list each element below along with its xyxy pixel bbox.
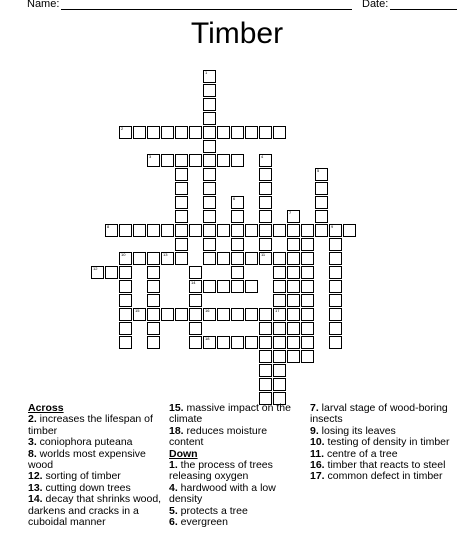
clue-item-text: protects a tree (177, 504, 248, 517)
crossword-cell[interactable] (133, 308, 146, 321)
crossword-cell[interactable] (245, 252, 258, 265)
crossword-cell[interactable] (245, 308, 258, 321)
crossword-cell[interactable] (133, 126, 146, 139)
crossword-cell[interactable] (259, 336, 272, 349)
crossword-cell[interactable] (105, 224, 118, 237)
crossword-cell[interactable] (119, 294, 132, 307)
crossword-cell[interactable] (259, 126, 272, 139)
crossword-cell[interactable] (119, 252, 132, 265)
clue-number: 5 (317, 168, 320, 173)
clue-item (169, 517, 304, 528)
crossword-cell[interactable] (217, 336, 230, 349)
crossword-cell[interactable] (329, 266, 342, 279)
crossword-cell[interactable] (273, 336, 286, 349)
crossword-cell[interactable] (119, 280, 132, 293)
crossword-cell[interactable] (329, 252, 342, 265)
crossword-cell[interactable] (259, 210, 272, 223)
crossword-cell[interactable] (203, 140, 216, 153)
crossword-cell[interactable] (175, 252, 188, 265)
crossword-cell[interactable] (273, 364, 286, 377)
crossword-cell[interactable] (259, 238, 272, 251)
crossword-cell[interactable] (175, 126, 188, 139)
crossword-cell[interactable] (147, 280, 160, 293)
clue-item (169, 426, 304, 449)
crossword-cell[interactable] (175, 224, 188, 237)
crossword-cell[interactable] (287, 336, 300, 349)
crossword-cell[interactable] (287, 252, 300, 265)
crossword-cell[interactable] (147, 294, 160, 307)
crossword-cell[interactable] (273, 378, 286, 391)
crossword-cell[interactable] (161, 224, 174, 237)
clue-number: 16 (205, 308, 210, 313)
clue-item-text: reduces moisture content (169, 424, 268, 449)
crossword-cell[interactable] (287, 280, 300, 293)
crossword-cell[interactable] (217, 280, 230, 293)
clue-number: 9 (331, 224, 334, 229)
clue-item-text: massive impact on the climate (169, 402, 291, 426)
crossword-cell[interactable] (287, 210, 300, 223)
crossword-cell[interactable] (301, 252, 314, 265)
clue-item-number: 5. (169, 504, 178, 517)
crossword-cell[interactable] (203, 280, 216, 293)
crossword-cell[interactable] (259, 252, 272, 265)
crossword-cell[interactable] (161, 252, 174, 265)
clue-item (169, 403, 304, 426)
clue-item-text: sorting of timber (42, 470, 121, 483)
clue-number: 15 (135, 308, 140, 313)
date-label: Date: (362, 0, 389, 10)
crossword-cell[interactable] (259, 224, 272, 237)
crossword-cell[interactable] (161, 154, 174, 167)
crossword-cell[interactable] (329, 294, 342, 307)
crossword-cell[interactable] (287, 322, 300, 335)
crossword-cell[interactable] (287, 294, 300, 307)
crossword-cell[interactable] (175, 196, 188, 209)
clue-item-text: increases the lifespan of timber (28, 413, 153, 437)
clue-item-number: 2. (28, 413, 37, 426)
crossword-cell[interactable] (161, 126, 174, 139)
crossword-cell[interactable] (189, 280, 202, 293)
clue-item-number: 17. (310, 470, 325, 483)
clue-item (28, 449, 163, 472)
crossword-cell[interactable] (217, 224, 230, 237)
crossword-cell[interactable] (259, 364, 272, 377)
crossword-cell[interactable] (189, 336, 202, 349)
crossword-cell[interactable] (203, 168, 216, 181)
clue-item-number: 15. (169, 402, 184, 414)
crossword-cell[interactable] (119, 308, 132, 321)
crossword-cell[interactable] (203, 98, 216, 111)
clue-item (310, 471, 450, 482)
crossword-cell[interactable] (175, 210, 188, 223)
crossword-cell[interactable] (287, 224, 300, 237)
crossword-cell[interactable] (203, 210, 216, 223)
crossword-cell[interactable] (273, 294, 286, 307)
crossword-cell[interactable] (315, 196, 328, 209)
clue-number: 10 (121, 252, 126, 257)
crossword-cell[interactable] (259, 378, 272, 391)
page-title: Timber (190, 17, 284, 50)
clue-number: 3 (149, 154, 152, 159)
crossword-cell[interactable] (203, 308, 216, 321)
crossword-cell[interactable] (329, 336, 342, 349)
crossword-cell[interactable] (301, 308, 314, 321)
crossword-cell[interactable] (189, 294, 202, 307)
clue-item-number: 7. (310, 402, 319, 414)
crossword-cell[interactable] (301, 266, 314, 279)
clue-item-number: 11. (310, 447, 325, 460)
crossword-cell[interactable] (301, 336, 314, 349)
clue-item-text: common defect in timber (324, 470, 443, 483)
crossword-cell[interactable] (273, 350, 286, 363)
clue-item-number: 6. (169, 516, 178, 529)
crossword-cell[interactable] (315, 210, 328, 223)
clue-number: 18 (205, 336, 210, 341)
clue-number: 4 (261, 154, 264, 159)
crossword-cell[interactable] (147, 126, 160, 139)
name-label: Name: (27, 0, 60, 10)
clue-item-number: 1. (169, 459, 178, 472)
crossword-cell[interactable] (203, 336, 216, 349)
crossword-cell[interactable] (301, 280, 314, 293)
clue-item-text: losing its leaves (318, 424, 396, 437)
down-heading: Down (169, 447, 198, 460)
clue-item-number: 12. (28, 470, 43, 483)
clue-item-number: 4. (169, 481, 178, 494)
crossword-cell[interactable] (315, 168, 328, 181)
clue-item-number: 14. (28, 493, 43, 506)
clue-item (169, 483, 304, 506)
crossword-cell[interactable] (189, 224, 202, 237)
clue-item-text: timber that reacts to steel (324, 459, 446, 472)
crossword-cell[interactable] (203, 238, 216, 251)
crossword-cell[interactable] (301, 322, 314, 335)
clue-item (310, 403, 450, 426)
crossword-cell[interactable] (217, 126, 230, 139)
crossword-cell[interactable] (147, 322, 160, 335)
crossword-cell[interactable] (175, 308, 188, 321)
crossword-cell[interactable] (175, 182, 188, 195)
crossword-cell[interactable] (273, 252, 286, 265)
crossword-cell[interactable] (189, 126, 202, 139)
crossword-cell[interactable] (203, 126, 216, 139)
clue-number: 2 (121, 126, 124, 131)
crossword-cell[interactable] (245, 126, 258, 139)
crossword-cell[interactable] (203, 182, 216, 195)
crossword-cell[interactable] (105, 266, 118, 279)
clue-item-text: worlds most expensive wood (28, 447, 146, 472)
crossword-cell[interactable] (287, 350, 300, 363)
clue-item-text: coniophora puteana (36, 436, 133, 449)
crossword-cell[interactable] (259, 182, 272, 195)
crossword-cell[interactable] (119, 266, 132, 279)
clue-item-text: centre of a tree (324, 447, 398, 460)
crossword-cell[interactable] (273, 322, 286, 335)
crossword-cell[interactable] (287, 266, 300, 279)
crossword-cell[interactable] (147, 224, 160, 237)
clue-item-text: decay that shrinks wood, darkens and cracks in a cuboidal manner (28, 493, 162, 529)
crossword-cell[interactable] (217, 308, 230, 321)
crossword-cell[interactable] (217, 154, 230, 167)
clue-item (28, 414, 163, 437)
crossword-cell[interactable] (273, 224, 286, 237)
crossword-cell[interactable] (119, 336, 132, 349)
clue-item-number: 9. (310, 424, 319, 437)
crossword-cell[interactable] (147, 266, 160, 279)
clue-item-number: 13. (28, 481, 43, 494)
clue-number: 6 (233, 196, 236, 201)
crossword-cell[interactable] (259, 196, 272, 209)
crossword-cell[interactable] (231, 252, 244, 265)
crossword-cell[interactable] (231, 308, 244, 321)
crossword-cell[interactable] (175, 168, 188, 181)
crossword-cell[interactable] (315, 182, 328, 195)
crossword-cell[interactable] (203, 154, 216, 167)
crossword-cell[interactable] (189, 154, 202, 167)
crossword-cell[interactable] (203, 112, 216, 125)
crossword-cell[interactable] (245, 280, 258, 293)
crossword-cell[interactable] (315, 224, 328, 237)
clue-number: 13 (163, 252, 168, 257)
crossword-cell[interactable] (245, 224, 258, 237)
clue-item-text: evergreen (177, 516, 228, 529)
crossword-cell[interactable] (231, 210, 244, 223)
crossword-cell[interactable] (231, 266, 244, 279)
crossword-cell[interactable] (231, 196, 244, 209)
crossword-cell[interactable] (175, 154, 188, 167)
clue-item-text: the process of trees releasing oxygen (169, 459, 273, 483)
crossword-cell[interactable] (133, 252, 146, 265)
crossword-cell[interactable] (329, 322, 342, 335)
crossword-cell[interactable] (259, 168, 272, 181)
crossword-cell[interactable] (231, 126, 244, 139)
clue-item-text: hardwood with a low density (169, 481, 276, 506)
crossword-cell[interactable] (175, 238, 188, 251)
clue-item-text: testing of density in timber (324, 436, 450, 449)
crossword-cell[interactable] (217, 252, 230, 265)
crossword-cell[interactable] (189, 322, 202, 335)
crossword-cell[interactable] (245, 336, 258, 349)
clue-column-1 (28, 403, 163, 528)
crossword-cell[interactable] (231, 238, 244, 251)
crossword-cell[interactable] (287, 308, 300, 321)
across-heading: Across (28, 402, 64, 414)
clue-item-text: larval stage of wood-boring insects (310, 402, 448, 426)
crossword-cell[interactable] (203, 224, 216, 237)
crossword-cell[interactable] (147, 308, 160, 321)
crossword-cell[interactable] (301, 350, 314, 363)
crossword-cell[interactable] (231, 336, 244, 349)
clue-item-number: 8. (28, 447, 37, 460)
crossword-cell[interactable] (133, 224, 146, 237)
clue-number: 1 (205, 70, 208, 75)
crossword-cell[interactable] (329, 280, 342, 293)
crossword-cell[interactable] (203, 84, 216, 97)
crossword-cell[interactable] (301, 294, 314, 307)
crossword-cell[interactable] (231, 280, 244, 293)
crossword-cell[interactable] (273, 280, 286, 293)
clue-number: 7 (289, 210, 292, 215)
clue-number: 8 (107, 224, 110, 229)
crossword-cell[interactable] (259, 308, 272, 321)
crossword-cell[interactable] (301, 238, 314, 251)
clue-number: 11 (261, 252, 266, 257)
crossword-cell[interactable] (189, 266, 202, 279)
crossword-cell[interactable] (147, 154, 160, 167)
crossword-cell[interactable] (273, 308, 286, 321)
crossword-cell[interactable] (161, 308, 174, 321)
crossword-cell[interactable] (329, 308, 342, 321)
crossword-cell[interactable] (231, 224, 244, 237)
clue-item-number: 10. (310, 436, 325, 449)
crossword-cell[interactable] (259, 154, 272, 167)
crossword-cell[interactable] (119, 322, 132, 335)
crossword-cell[interactable] (301, 224, 314, 237)
clue-item (169, 460, 304, 483)
crossword-cell[interactable] (119, 126, 132, 139)
crossword-cell[interactable] (119, 224, 132, 237)
crossword-cell[interactable] (329, 224, 342, 237)
crossword-cell[interactable] (203, 252, 216, 265)
clue-item (28, 494, 163, 528)
clue-item-number: 18. (169, 424, 184, 437)
crossword-cell[interactable] (91, 266, 104, 279)
clue-item-number: 3. (28, 436, 37, 449)
crossword-cell[interactable] (189, 308, 202, 321)
clue-number: 17 (275, 308, 280, 313)
clue-item-number: 16. (310, 459, 325, 472)
crossword-cell[interactable] (259, 322, 272, 335)
clue-number: 14 (191, 280, 196, 285)
clue-column-2 (169, 403, 304, 528)
crossword-cell[interactable] (343, 224, 356, 237)
crossword-cell[interactable] (287, 238, 300, 251)
crossword-cell[interactable] (147, 252, 160, 265)
crossword-cell[interactable] (329, 238, 342, 251)
crossword-cell[interactable] (259, 350, 272, 363)
clue-item-text: cutting down trees (42, 481, 131, 494)
crossword-cell[interactable] (203, 196, 216, 209)
crossword-cell[interactable] (147, 336, 160, 349)
crossword-cell[interactable] (273, 126, 286, 139)
clue-number: 12 (93, 266, 98, 271)
clue-column-3 (310, 403, 450, 483)
crossword-cell[interactable] (231, 154, 244, 167)
crossword-cell[interactable] (203, 70, 216, 83)
crossword-cell[interactable] (273, 266, 286, 279)
